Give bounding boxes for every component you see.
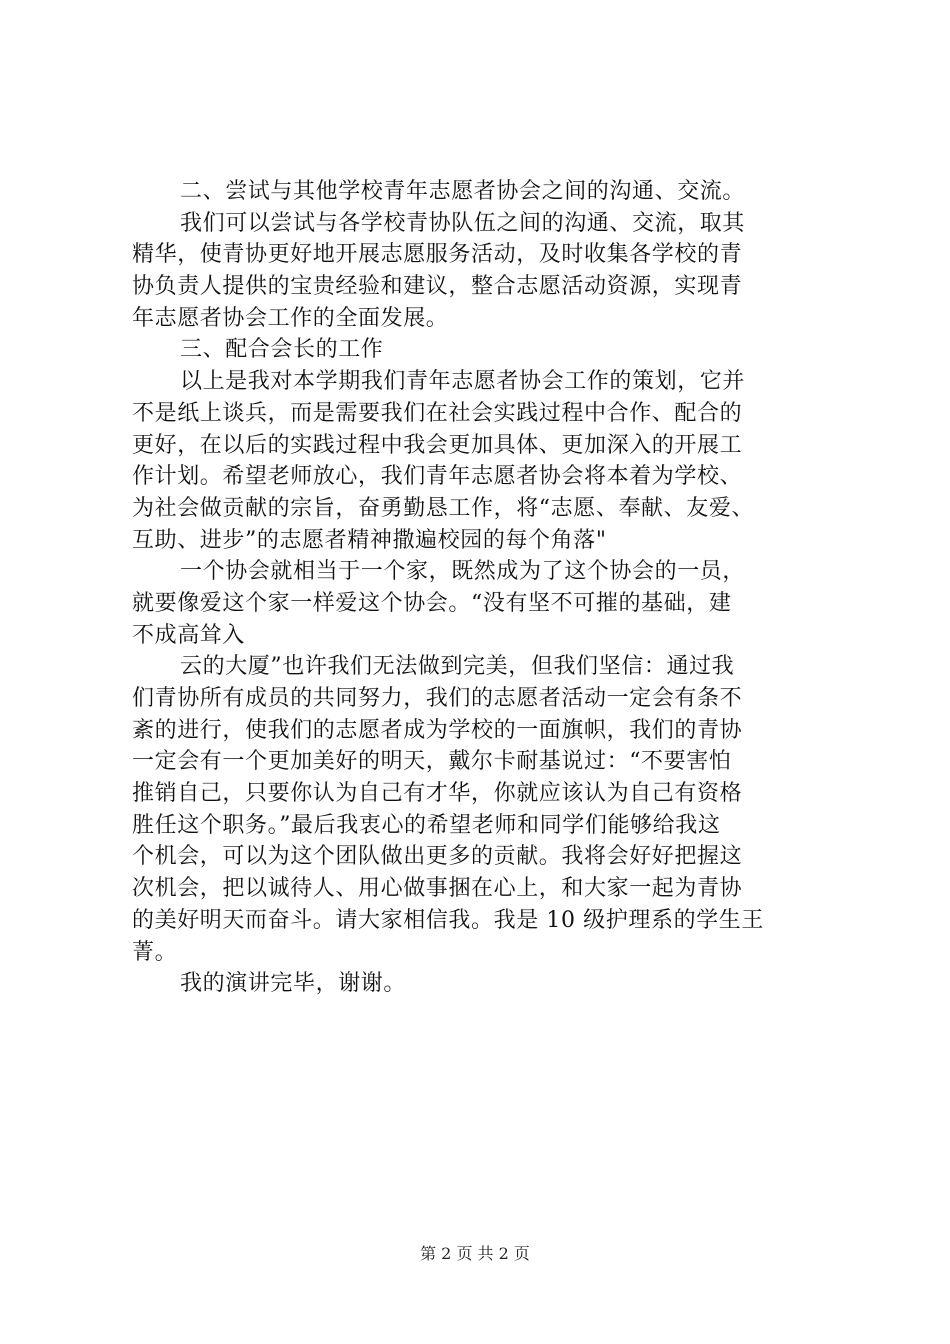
- paragraph-line: 云的大厦”也许我们无法做到完美，但我们坚信：通过我: [180, 654, 735, 680]
- closing-line: 我的演讲完毕，谢谢。: [180, 971, 407, 997]
- section-heading-communication: 二、尝试与其他学校青年志愿者协会之间的沟通、交流。: [180, 179, 746, 204]
- page-number-footer: 第 2 页 共 2 页: [420, 1244, 530, 1263]
- paragraph-line: 协负责人提供的宝贵经验和建议，整合志愿活动资源，实现青: [132, 274, 743, 300]
- paragraph-line: 精华，使青协更好地开展志愿服务活动，及时收集各学校的青: [132, 242, 743, 268]
- paragraph-line: 次机会，把以诚待人、用心做事捆在心上，和大家一起为青协: [132, 876, 743, 902]
- paragraph-line: 以上是我对本学期我们青年志愿者协会工作的策划，它并: [180, 369, 746, 395]
- paragraph-line: 推销自己，只要你认为自己有才华，你就应该认为自己有资格: [132, 781, 743, 807]
- paragraph-line: 年志愿者协会工作的全面发展。: [132, 305, 449, 331]
- paragraph-line: 个机会，可以为这个团队做出更多的贡献。我将会好好把握这: [132, 844, 743, 870]
- paragraph-line: 就要像爱这个家一样爱这个协会。“没有坚不可摧的基础，建: [132, 590, 732, 616]
- document-body: [132, 176, 832, 1000]
- paragraph-line: 我们可以尝试与各学校青协队伍之间的沟通、交流，取其: [180, 210, 746, 236]
- paragraph-line: 不成高耸入: [132, 622, 246, 648]
- paragraph-line: 作计划。希望老师放心，我们青年志愿者协会将本着为学校、: [132, 464, 743, 490]
- section-heading-cooperate: 三、配合会长的工作: [180, 337, 384, 363]
- paragraph-line: 一个协会就相当于一个家，既然成为了这个协会的一员，: [180, 559, 746, 585]
- paragraph-line: 更好，在以后的实践过程中我会更加具体、更加深入的开展工: [132, 432, 743, 458]
- paragraph-line: 的美好明天而奋斗。请大家相信我。我是 10 级护理系的学生王: [132, 907, 764, 933]
- paragraph-line: 紊的进行，使我们的志愿者成为学校的一面旗帜，我们的青协: [132, 717, 743, 743]
- paragraph-line: 们青协所有成员的共同努力，我们的志愿者活动一定会有条不: [132, 686, 743, 711]
- paragraph-line: 为社会做贡献的宗旨，奋勇勤恳工作，将“志愿、奉献、友爱、: [132, 495, 755, 521]
- paragraph-line: 一定会有一个更加美好的明天，戴尔卡耐基说过：“不要害怕: [132, 749, 732, 775]
- paragraph-line: 胜任这个职务。”最后我衷心的希望老师和同学们能够给我这: [132, 812, 721, 838]
- paragraph-line: 不是纸上谈兵，而是需要我们在社会实践过程中合作、配合的: [132, 400, 743, 426]
- paragraph-line: 菁。: [132, 939, 178, 965]
- paragraph-line: 互助、进步”的志愿者精神撒遍校园的每个角落": [132, 527, 607, 553]
